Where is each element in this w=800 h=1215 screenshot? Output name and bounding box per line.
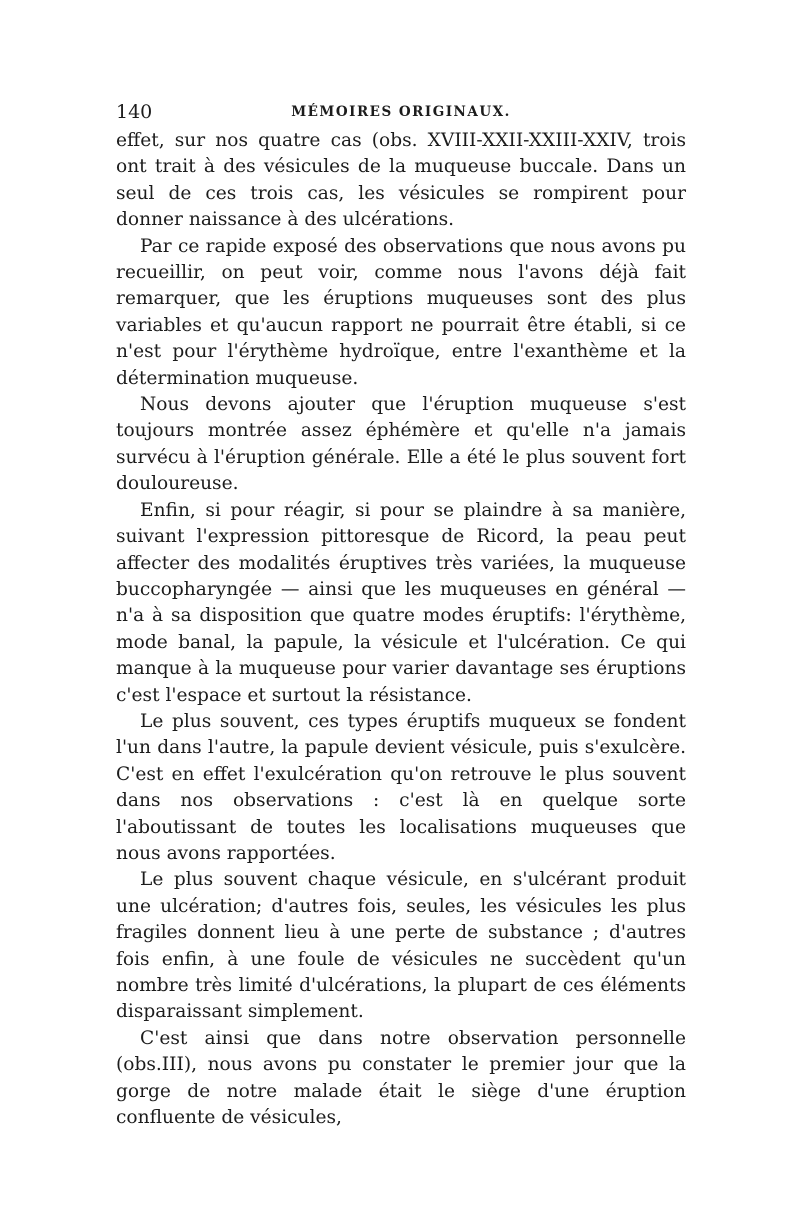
- paragraph: Le plus souvent, ces types éruptifs muqueux se fondent l'un dans l'autre, la papule devient vésicule, puis s'exulcère. C'est en effet l'exulcération qu'on retrouve le plus souvent dans nos observations : c'est là en quelque sorte l'aboutissant de toutes les localisations muqueuses que nous avons rapportées.: [116, 710, 686, 864]
- book-page: [116, 98, 686, 1131]
- paragraph: Par ce rapide exposé des observations que nous avons pu recueillir, on peut voir, comme nous l'avons déjà fait remarquer, que les éruptions muqueuses sont des plus variables et qu'aucun rapport ne pourrait être établi, si ce n'est pour l'érythème hydroïque, entre l'exanthème et la détermination muqueuse.: [116, 235, 686, 389]
- paragraph: Enfin, si pour réagir, si pour se plaindre à sa manière, suivant l'expression pittoresque de Ricord, la peau peut affecter des modalités éruptives très variées, la muqueuse buccopharyngée — ainsi que les muqueuses en général — n'a à sa disposition que quatre modes éruptifs: l'érythème, mode banal, la papule, la vésicule et l'ulcération. Ce qui manque à la muqueuse pour varier davantage ses éruptions c'est l'espace et surtout la résistance.: [116, 499, 686, 706]
- running-title: MÉMOIRES ORIGINAUX.: [291, 104, 511, 120]
- paragraph: Le plus souvent chaque vésicule, en s'ulcérant produit une ulcération; d'autres fois, seules, les vésicules les plus fragiles donnent lieu à une perte de substance ; d'autres fois enfin, à une foule de vésicules ne succèdent qu'un nombre très limité d'ulcérations, la plupart de ces éléments disparaissant simplement.: [116, 869, 686, 1023]
- running-header: [116, 98, 686, 126]
- paragraph: effet, sur nos quatre cas (obs. XVIII-XXII-XXIII-XXIV, trois ont trait à des vésicules de la muqueuse buccale. Dans un seul de ces trois cas, les vésicules se rompirent pour donner naissance à des ulcérations.: [116, 130, 686, 231]
- paragraph: C'est ainsi que dans notre observation personnelle (obs.III), nous avons pu constater le premier jour que la gorge de notre malade était le siège d'une éruption confluente de vésicules,: [116, 1027, 686, 1129]
- body-text: [116, 128, 686, 1131]
- page-number: 140: [116, 101, 153, 123]
- paragraph: Nous devons ajouter que l'éruption muqueuse s'est toujours montrée assez éphémère et qu'elle n'a jamais survécu à l'éruption générale. Elle a été le plus souvent fort douloureuse.: [116, 394, 686, 495]
